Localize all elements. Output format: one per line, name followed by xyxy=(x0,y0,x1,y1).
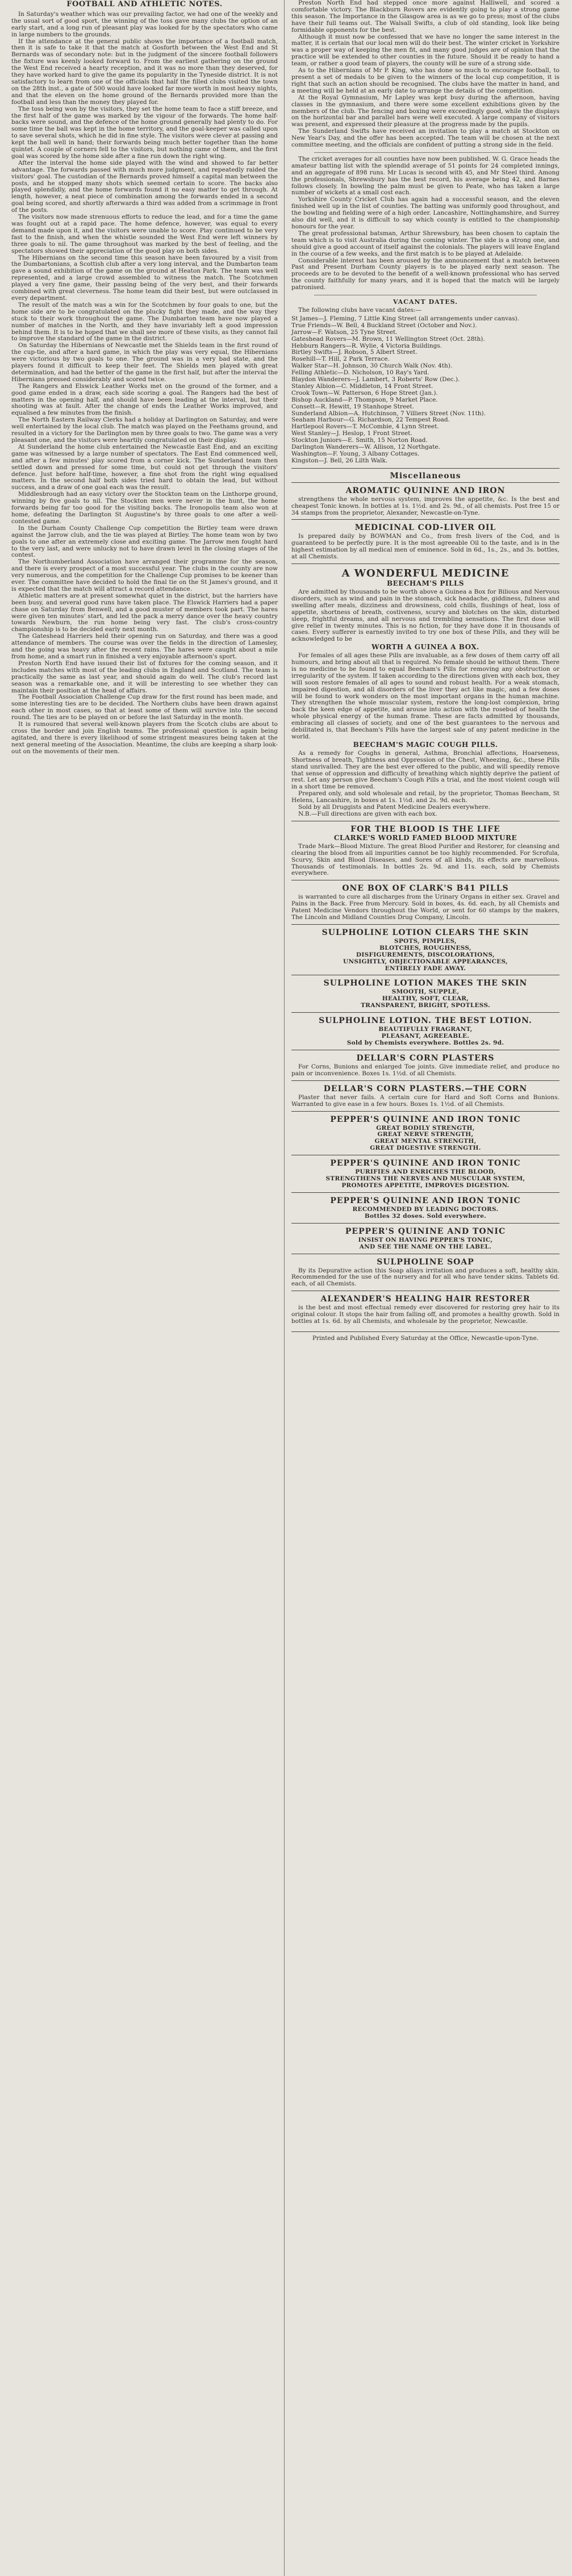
ad-line: GREAT BODILY STRENGTH, xyxy=(376,1124,475,1132)
article-paragraph: The toss being won by the visitors, they set the home team to face a stiff breeze, and the first half of the game was marked by the vigour of the forwards. The home half-backs were sound, and the defence of the home ground generally had plenty to do. For some time the ball was kept in the home territory, and the goal-keeper was called upon to save several shots, which he did in fine style. The visitors were clever at passing and kept the ball well in hand; their forwards being much better together than the home quintet. A couple of corners fell to the visitors, but nothing came of them, and the first goal was scored by the home side after a fine run down the right wing. xyxy=(11,105,278,160)
vacant-date-entry: Seaham Harbour—G. Richardson, 22 Tempest Road. xyxy=(291,416,450,424)
right-intro-text xyxy=(291,0,560,149)
article-paragraph: Preston North End have issued their list of fixtures for the coming season, and it includes matches with most of the leading clubs in England and Scotland. The team is practically the same as last year, and should again do well. The club's record last season was a remarkable one, and it will be interesting to see whether they can maintain their position at the head of affairs. xyxy=(11,659,278,694)
article-paragraph: After the interval the home side played with the wind and showed to far better advantage. The forwards passed with much more judgment, and repeatedly raided the visitors' goal. The custodian of the Bernards proved himself a capital man between the posts, and he stopped many shots which seemed certain to score. The backs also played splendidly, and the home forwards found it no easy matter to get through. At length, however, a neat piece of combination among the forwards ended in a second goal being scored, and shortly afterwards a third was added from a scrimmage in front of the posts. xyxy=(11,159,278,214)
ad-line: STRENGTHENS THE NERVES AND MUSCULAR SYSTEM, xyxy=(325,1175,525,1183)
ad-lines xyxy=(291,1206,560,1220)
ad-title: PEPPER'S QUININE AND IRON TONIC xyxy=(330,1159,521,1168)
cricket-notes xyxy=(291,156,560,291)
article-paragraph: The Rangers and Elswick Leather Works met on the ground of the former, and a good game ended in a draw, each side scoring a goal. The Rangers had the best of matters in the opening half, and should have been leading at the interval, but their shooting was at fault. After the change of ends the Leather Works improved, and equalised a few minutes from the finish. xyxy=(11,382,278,417)
ad-line: Bottles 32 doses. Sold everywhere. xyxy=(364,1212,487,1220)
news-paragraph: The Sunderland Swifts have received an invitation to play a match at Stockton on New Year's Day, and the offer has been accepted. The team will be chosen at the next committee meeting, and the officials are confident of putting a strong side in the field. xyxy=(291,128,560,149)
ad-line: GREAT MENTAL STRENGTH, xyxy=(374,1138,477,1145)
advertisement xyxy=(291,563,560,821)
advertisement xyxy=(291,1080,560,1111)
footer-divider xyxy=(291,1331,560,1332)
ad-line: INSIST ON HAVING PEPPER'S TONIC, xyxy=(358,1236,493,1243)
ad-body: Trade Mark—Blood Mixture. The great Blood Purifier and Restorer, for cleansing and clearing the blood from all impurities cannot be too highly recommended. For Scrofula, Scurvy, Skin and Blood Diseases, and Sores of all kinds, its effects are marvellous. Thousands of testimonials. In bottles 2s. 9d. and 11s. each, sold by Chemists everywhere. xyxy=(291,842,560,877)
right-column xyxy=(288,0,560,2576)
ad-line: SPOTS, PIMPLES, xyxy=(394,937,457,945)
ad-title: DELLAR'S CORN PLASTERS.—THE CORN xyxy=(323,1084,528,1093)
article-paragraph: Athletic matters are at present somewhat quiet in the district, but the harriers have been busy, and several good runs have taken place. The Elswick Harriers had a paper chase on Saturday from Benwell, and a good muster of members took part. The hares were given ten minutes' start, and led the pack a merry dance over the heavy country towards Newburn, the run home being very fast. The club's cross-country championship is to be decided early next month. xyxy=(11,592,278,633)
vacant-date-entry: Crook Town—W. Patterson, 6 Hope Street (Jan.). xyxy=(291,389,438,396)
ad-body: Plaster that never fails. A certain cure for Hard and Soft Corns and Bunions. Warranted to give ease in a few hours. Boxes 1s. 1½d. of all Chemists. xyxy=(291,1093,560,1108)
vacant-date-entry: Stanley Albion—C. Middleton, 14 Front Street. xyxy=(291,382,433,390)
ad-lines xyxy=(291,989,560,1009)
cricket-paragraph: The cricket averages for all counties have now been published. W. G. Grace heads the amateur batting list with the splendid average of 51 points for 24 completed innings, and an aggregate of 898 runs. Mr Lucas is second with 45, and Mr Steel third. Among the professionals, Shrewsbury has the best record, his average being 42, and Barnes follows closely. In bowling the palm must be given to Peate, who has taken a large number of wickets at a small cost each. xyxy=(291,155,560,197)
ad-title: AROMATIC QUININE AND IRON xyxy=(345,486,506,495)
miscellaneous-heading: Miscellaneous xyxy=(390,471,461,481)
article-paragraph: The Football Association Challenge Cup draw for the first round has been made, and some interesting ties are to be decided. The Northern clubs have been drawn against each other in most cases, so that at least some of them will survive into the second round. The ties are to be played on or before the last Saturday in the month. xyxy=(11,694,278,721)
advertisement xyxy=(291,482,560,520)
advertisement xyxy=(291,1192,560,1223)
vacant-date-entry: Hebburn Rangers—R. Wylie, 4 Victoria Buildings. xyxy=(291,342,442,349)
vacant-date-entry: St James—J. Fleming, 7 Little King Street (all arrangements under canvas). xyxy=(291,315,520,322)
advertisement xyxy=(291,924,560,975)
ad-title: PEPPER'S QUININE AND IRON TONIC xyxy=(330,1196,521,1205)
ad-line: SMOOTH, SUPPLE, xyxy=(391,988,460,996)
vacant-date-entry: Felling Athletic—D. Nicholson, 10 Ray's Yard. xyxy=(291,369,429,377)
vacant-dates-intro: The following clubs have vacant dates:— xyxy=(298,306,422,314)
ad-body: Prepared only, and sold wholesale and retail, by the proprietor, Thomas Beecham, St Helens, Lancashire, in boxes at 1s. 1½d. and 2s. 9d. each. xyxy=(291,790,560,804)
ad-body: For Corns, Bunions and enlarged Toe joints. Give immediate relief, and produce no pain or inconvenience. Boxes 1s. 1½d. of all Chemists. xyxy=(291,1063,560,1077)
advertisement xyxy=(291,975,560,1012)
article-body xyxy=(11,11,278,755)
ad-body: As a remedy for Coughs in general, Asthma, Bronchial affections, Hoarseness, Shortness of breath, Tightness and Oppression of the Chest, Wheezing, &c., these Pills stand unrivalled. They are the best ever offered to the public, and will speedily remove that sense of oppression and difficulty of breathing which nightly deprive the patient of rest. Let any person give Beecham's Cough Pills a trial, and the most violent cough will in a short time be removed. xyxy=(291,749,560,791)
ad-title: DELLAR'S CORN PLASTERS xyxy=(356,1053,495,1063)
news-paragraph: Although it must now be confessed that we have no longer the same interest in the matter, it is certain that our local men will do their best. The winter cricket in Yorkshire was a proper way of keeping the men fit, and many good judges are of opinion that the practice will be extended to other counties in the future. Should it be ready to hand a team, or rather a good team of players, the county will be sure of a strong side. xyxy=(291,33,560,68)
ad-title: A WONDERFUL MEDICINE xyxy=(341,567,510,580)
news-paragraph: Preston North End had stepped once more against Halliwell, and scored a comfortable victory. The Blackburn Rovers are evidently going to play a strong game this season. The Importance in the Glasgow area is as we go to press; most of the clubs have their full teams out. The Walsall Swifts, a club of old standing, look like being formidable opponents for the best. xyxy=(291,0,560,34)
ad-title: SULPHOLINE LOTION. THE BEST LOTION. xyxy=(319,1016,532,1026)
ad-lines xyxy=(291,1026,560,1047)
ad-body: Are admitted by thousands to be worth above a Guinea a Box for Bilious and Nervous disorders, such as wind and pain in the stomach, sick headache, giddiness, fulness and swelling after meals, dizziness and drowsiness, cold chills, flushings of heat, loss of appetite, shortness of breath, costiveness, scurvy and blotches on the skin, disturbed sleep, frightful dreams, and all nervous and trembling sensations. The first dose will give relief in twenty minutes. This is no fiction, for they have done it in thousands of cases. Every sufferer is earnestly invited to try one box of these Pills, and they will be acknowledged to be xyxy=(291,588,560,643)
cricket-paragraph: Considerable interest has been aroused by the announcement that a match between Past and Present Durham County players is to be played early next season. The proceeds are to be devoted to the benefit of a well-known professional who has served the county faithfully for many years, and it is hoped that the match will be largely patronised. xyxy=(291,257,560,291)
vacant-date-entry: Kingston—J. Bell, 26 Lilth Walk. xyxy=(291,457,388,464)
ad-line: PROMOTES APPETITE, IMPROVES DIGESTION. xyxy=(341,1181,510,1189)
ad-title: ONE BOX OF CLARK'S B41 PILLS xyxy=(342,884,509,894)
advertisement xyxy=(291,821,560,880)
ad-body: N.B.—Full directions are given with each box. xyxy=(298,810,437,817)
ad-lines xyxy=(291,1169,560,1189)
ad-title: PEPPER'S QUININE AND TONIC xyxy=(345,1226,506,1236)
ad-title: SULPHOLINE LOTION MAKES THE SKIN xyxy=(323,979,528,988)
ad-body: strengthens the whole nervous system, improves the appetite, &c. Is the best and cheapest Tonic known. In bottles at 1s. 1½d. and 2s. 9d., of all chemists. Post free 15 or 34 stamps from the proprietor, Alexander, Newcastle-on-Tyne. xyxy=(291,495,560,516)
ad-line: GREAT DIGESTIVE STRENGTH. xyxy=(370,1145,481,1152)
ad-title: ALEXANDER'S HEALING HAIR RESTORER xyxy=(320,1295,531,1304)
ad-line: HEALTHY, SOFT, CLEAR, xyxy=(382,995,469,1003)
vacant-date-entry: Walker Star—H. Johnson, 30 Church Walk (Nov. 4th). xyxy=(291,362,453,370)
ad-lines xyxy=(291,938,560,972)
vacant-date-entry: West Stanley—J. Heslop, 1 Front Street. xyxy=(291,430,412,437)
ad-line: TRANSPARENT, BRIGHT, SPOTLESS. xyxy=(361,1002,490,1009)
advertisements xyxy=(291,482,560,1328)
ad-lines xyxy=(291,1237,560,1251)
ad-line: BEAUTIFULLY FRAGRANT, xyxy=(378,1026,473,1033)
ad-subtitle: CLARKE'S WORLD FAMED BLOOD MIXTURE xyxy=(333,833,517,842)
vacant-date-entry: Darlington Wanderers—W. Allison, 12 Northgate. xyxy=(291,444,440,451)
article-paragraph: In Saturday's weather which was our prevailing factor, we had one of the weekly and the usual sort of good sport, the winning of the toss gave many clubs the option of an early start, and a long run of pleasant play was looked for by the spectators who came in large numbers to the grounds. xyxy=(11,10,278,38)
ad-body: Sold by all Druggists and Patent Medicine Dealers everywhere. xyxy=(298,804,490,811)
vacant-date-entry: Stockton Juniors—E. Smith, 15 Norton Road. xyxy=(291,437,428,444)
vacant-date-entry: Jarrow—F. Watson, 25 Tyne Street. xyxy=(291,328,398,336)
advertisement xyxy=(291,1111,560,1155)
advertisement xyxy=(291,1155,560,1192)
article-paragraph: The visitors now made strenuous efforts to reduce the lead, and for a time the game was fought out at a rapid pace. The home defence, however, was equal to every demand made upon it, and the visitors were unable to score. Play continued to be very fast to the finish, and when the whistle sounded the West End were left winners by three goals to nil. The game throughout was marked by the best of feeling, and the spectators showed their appreciation of the good play on both sides. xyxy=(11,214,278,254)
column-rule xyxy=(284,0,285,2576)
advertisement xyxy=(291,1012,560,1050)
cricket-paragraph: The great professional batsman, Arthur Shrewsbury, has been chosen to captain the team which is to visit Australia during the coming winter. The side is a strong one, and should give a good account of itself against the colonials. The players will leave England in the course of a few weeks, and the first match is to be played at Adelaide. xyxy=(291,229,560,257)
advertisement xyxy=(291,1223,560,1254)
article-paragraph: Middlesbrough had an easy victory over the Stockton team on the Linthorpe ground, winning by five goals to nil. The Stockton men were never in the hunt, the home forwards being far too good for the visiting backs. The Ironopolis team also won at home, defeating the Darlington St Augustine's by three goals to one after a well-contested game. xyxy=(11,491,278,525)
news-paragraph: At the Royal Gymnasium, Mr Lapley was kept busy during the afternoon, having classes in the gymnasium, and there were some excellent exhibitions given by the members of the club. The fencing and boxing were exceedingly good, while the displays on the horizontal bar and parallel bars were well executed. A large company of visitors was present, and expressed their pleasure at the progress made by the pupils. xyxy=(291,94,560,128)
advertisement xyxy=(291,1050,560,1080)
vacant-date-entry: Bishop Auckland—P. Thompson, 9 Market Place. xyxy=(291,396,438,403)
ad-line: RECOMMENDED BY LEADING DOCTORS. xyxy=(352,1205,499,1213)
left-column xyxy=(11,0,281,2576)
article-headline: FOOTBALL AND ATHLETIC NOTES. xyxy=(66,0,223,9)
ad-line: Sold by Chemists everywhere. Bottles 2s. 9d. xyxy=(346,1039,504,1046)
advertisement xyxy=(291,519,560,563)
ad-title: SULPHOLINE LOTION CLEARS THE SKIN xyxy=(322,928,529,937)
vacant-dates-list xyxy=(291,316,560,465)
ad-subtitle: BEECHAM'S PILLS xyxy=(386,579,465,588)
ad-line: ENTIRELY FADE AWAY. xyxy=(385,965,466,972)
vacant-date-entry: Blaydon Wanderers—J. Lambert, 3 Roberts' Row (Dec.). xyxy=(291,376,460,383)
ad-title: SULPHOLINE SOAP xyxy=(377,1257,474,1267)
article-paragraph: The result of the match was a win for the Scotchmen by four goals to one, but the home side are to be congratulated on the plucky fight they made, and the way they stuck to their work throughout the game. The Dumbarton team have now played a number of matches in the North, and they have invariably left a good impression behind them. It is to be hoped that we shall see more of these visits, as they cannot fail to improve the standard of the game in the district. xyxy=(11,301,278,343)
vacant-date-entry: Gateshead Rovers—M. Brown, 11 Wellington Street (Oct. 28th). xyxy=(291,335,485,343)
imprint-footer: Printed and Published Every Saturday at the Office, Newcastle-upon-Tyne. xyxy=(312,1334,539,1342)
vacant-date-entry: Consett—R. Hewitt, 19 Stanhope Street. xyxy=(291,403,414,410)
article-paragraph: The Hibernians on the second time this season have been favoured by a visit from the Dumbartonians, a Scottish club after a very long interval, and the Dumbarton team gave a sound exhibition of the game on the ground at Heaton Park. The team was well represented, and a large crowd assembled to witness the match. The Scotchmen played a very fine game, their passing being of the very best, and their forwards combined with great cleverness. The home team did their best, but were outclassed in every department. xyxy=(11,254,278,302)
ad-tagline: WORTH A GUINEA A BOX. xyxy=(371,643,479,652)
article-paragraph: On Saturday the Hibernians of Newcastle met the Shields team in the first round of the cup-tie, and after a hard game, in which the play was very equal, the Hibernians were victorious by two goals to one. The ground was in a very bad state, and the players found it difficult to keep their feet. The Shields men played with great determination, and had the better of the game in the first half, but after the interval the Hibernians pressed considerably and scored twice. xyxy=(11,342,278,383)
ad-body: Is prepared daily by BOWMAN and Co., from fresh livers of the Cod, and is guaranteed to be perfectly pure. It is the most agreeable Oil to the taste, and is in the highest estimation by all medical men of eminence. Sold in 6d., 1s., 2s., and 3s. bottles, at all Chemists. xyxy=(291,533,560,561)
ad-line: AND SEE THE NAME ON THE LABEL. xyxy=(359,1243,492,1250)
ad-subtitle: BEECHAM'S MAGIC COUGH PILLS. xyxy=(353,740,498,749)
article-paragraph: The Gateshead Harriers held their opening run on Saturday, and there was a good attendance of members. The course was over the fields in the direction of Lamesley, and the going was heavy after the recent rains. The hares were caught about a mile from home, and a smart run in finished a very enjoyable afternoon's sport. xyxy=(11,633,278,660)
ad-line: BLOTCHES, ROUGHNESS, xyxy=(379,944,471,951)
ad-body: is warranted to cure all discharges from the Urinary Organs in either sex. Gravel and Pains in the Back. Free from Mercury. Sold in boxes, 4s. 6d. each, by all Chemists and Patent Medicine Vendors throughout the World, or sent for 60 stamps by the makers, The Lincoln and Midland Counties Drug Company, Lincoln. xyxy=(291,894,560,921)
cricket-paragraph: Yorkshire County Cricket Club has again had a successful season, and the eleven finished well up in the list of counties. The batting was uniformly good throughout, and the bowling and fielding were of a high order. Lancashire, Nottinghamshire, and Surrey also did well, and it is difficult to say which county is entitled to the championship honours for the year. xyxy=(291,196,560,230)
advertisement xyxy=(291,1291,560,1328)
ad-body: is the best and most effectual remedy ever discovered for restoring grey hair to its original colour. It stops the hair from falling off, and promotes a healthy growth. Sold in bottles at 1s. 6d. by all Chemists, and wholesale by the proprietor, Newcastle. xyxy=(291,1304,560,1325)
ad-line: DISFIGUREMENTS, DISCOLORATIONS, xyxy=(356,951,495,958)
advertisement xyxy=(291,1254,560,1291)
ad-title: FOR THE BLOOD IS THE LIFE xyxy=(350,824,500,834)
section-divider xyxy=(314,152,537,153)
ad-line: PURIFIES AND ENRICHES THE BLOOD, xyxy=(355,1168,496,1176)
section-divider xyxy=(291,468,560,469)
vacant-date-entry: Hartlepool Rovers—T. McCombie, 4 Lynn Street. xyxy=(291,423,439,431)
ad-title: PEPPER'S QUININE AND IRON TONIC xyxy=(330,1114,521,1124)
article-paragraph: It is rumoured that several well-known players from the Scotch clubs are about to cross the border and join English teams. The professional question is again being agitated, and there is every likelihood of some stringent measures being taken at the next general meeting of the Association. Meantime, the clubs are keeping a sharp look-out on the movements of their men. xyxy=(11,721,278,755)
article-paragraph: At Sunderland the home club entertained the Newcastle East End, and an exciting game was witnessed by a large number of spectators. The East End commenced well, and after a few minutes' play scored from a corner kick. The Sunderland team then settled down and pressed for some time, but could not get through the visitors' defence. Just before half-time, however, a fine shot from the right wing equalised matters. In the second half both sides tried hard to obtain the lead, but without success, and a draw of one goal each was the result. xyxy=(11,443,278,491)
article-paragraph: If the attendance at the general public shows the importance of a football match, then it is safe to take it that the match at Gosforth between the West End and St Bernards was of secondary note: but in the judgment of the sincere football followers the fixture was keenly looked forward to. From the earliest gathering on the ground the West End received a hearty reception, and it was no more than they deserved, for they have worked hard to give the game its popularity in the Tyneside district. It is not satisfactory to learn from one of the officials that half the filled clubs visited the town on the 28th inst., a gate of 500 would have looked far more worth in most heavy nights, and that the eleven on the home ground of the Bernards provided more than the football and less than the money they played for. xyxy=(11,37,278,106)
ad-line: UNSIGHTLY, OBJECTIONABLE APPEARANCES, xyxy=(343,958,508,965)
ad-lines xyxy=(291,1125,560,1153)
ad-line: PLEASANT, AGREEABLE. xyxy=(381,1033,470,1040)
vacant-date-entry: True Friends—W. Bell, 4 Buckland Street (October and Nov.). xyxy=(291,322,477,329)
ad-line: GREAT NERVE STRENGTH, xyxy=(377,1131,474,1138)
vacant-date-entry: Washington—F. Young, 3 Albany Cottages. xyxy=(291,450,420,457)
news-paragraph: As to the Hibernians of Mr P. King, who has done so much to encourage football, to present a set of medals to be given to the winners of the local cup competition, it is right that such an action should be recognised. The clubs have the matter in hand, and a meeting will be held at an early date to arrange the details of the competition. xyxy=(291,67,560,94)
vacant-dates-title: VACANT DATES. xyxy=(393,298,458,306)
ad-body: By its Depurative action this Soap allays irritation and produces a soft, healthy skin. Recommended for the use of the nursery and for all who have tender skins. Tablets 6d. each, of all Chemists. xyxy=(291,1267,560,1288)
article-paragraph: In the Durham County Challenge Cup competition the Birtley team were drawn against the Jarrow club, and the tie was played at Birtley. The home team won by two goals to one after an extremely close and exciting game. The Jarrow men fought hard to the very last, and were unlucky not to have drawn level in the closing stages of the contest. xyxy=(11,524,278,559)
article-paragraph: The North Eastern Railway Clerks had a holiday at Darlington on Saturday, and were well entertained by the local club. The match was played on the Feethams ground, and resulted in a victory for the Darlington men by three goals to two. The game was a very pleasant one, and the visitors were heartily congratulated on their display. xyxy=(11,416,278,444)
ad-title: MEDICINAL COD-LIVER OIL xyxy=(354,523,496,533)
vacant-date-entry: Rosehill—T. Hill, 2 Park Terrace. xyxy=(291,356,390,363)
article-paragraph: The Northumberland Association have arranged their programme for the season, and there is every prospect of a most successful year. The clubs in the county are now very numerous, and the competition for the Challenge Cup promises to be keener than ever. The committee have decided to hold the final tie on the St James's ground, and it is expected that the match will attract a record attendance. xyxy=(11,558,278,592)
advertisement xyxy=(291,880,560,924)
vacant-date-entry: Birtley Swifts—J. Robson, 5 Albert Street. xyxy=(291,349,417,356)
ad-body: For females of all ages these Pills are invaluable, as a few doses of them carry off all humours, and bring about all that is required. No female should be without them. There is no medicine to be found to equal Beecham's Pills for removing any obstruction or irregularity of the system. If taken according to the directions given with each box, they will soon restore females of all ages to sound and robust health. For a weak stomach, impaired digestion, and all disorders of the liver they act like magic, and a few doses will be found to work wonders on the most important organs in the human machine. They strengthen the whole muscular system, restore the long-lost complexion, bring back the keen edge of appetite, and arouse into action with the rosebud of health the whole physical energy of the human frame. These are facts admitted by thousands, embracing all classes of society, and one of the best guarantees to the nervous and debilitated is, that Beecham's Pills have the largest sale of any patent medicine in the world. xyxy=(291,652,560,740)
vacant-date-entry: Sunderland Albion—A. Hutchinson, 7 Villiers Street (Nov. 11th). xyxy=(291,410,486,417)
